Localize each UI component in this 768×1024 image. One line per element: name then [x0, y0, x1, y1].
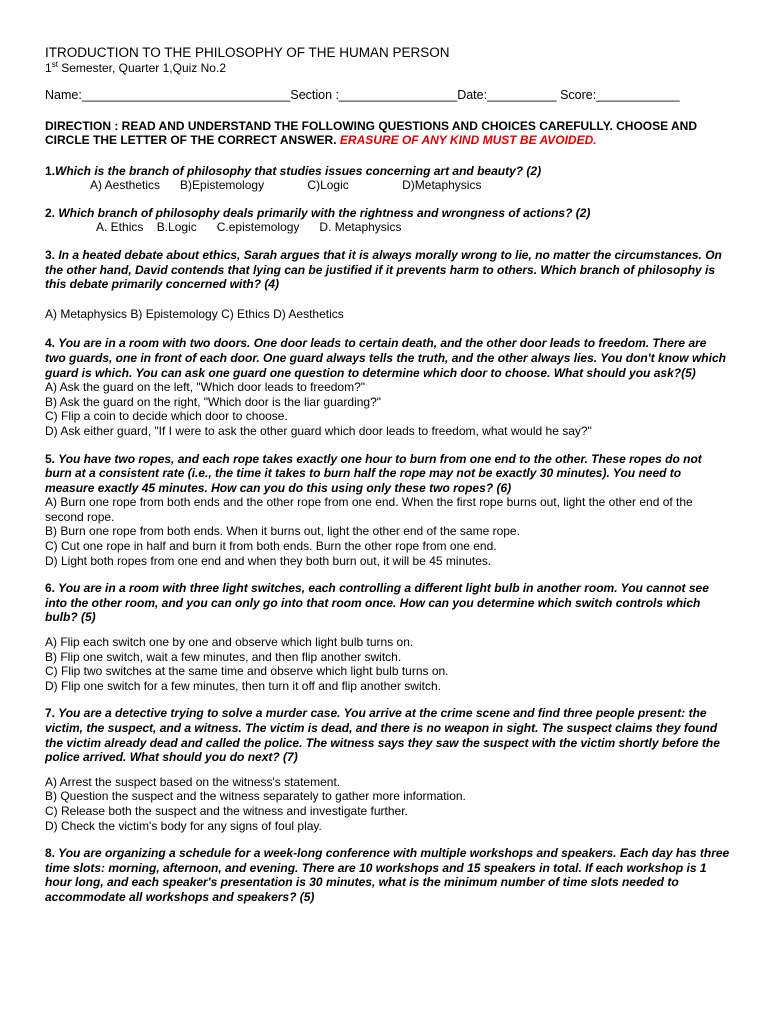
question-prompt: Which branch of philosophy deals primarily with the rightness and wrongness of actions? (2)	[55, 205, 591, 220]
question-5-text	[45, 452, 730, 496]
choice-d: D) Check the victim's body for any signs of foul play.	[45, 818, 322, 833]
choice-c: C) Flip two switches at the same time and observe which light bulb turns on.	[45, 664, 449, 679]
question-number: 5.	[45, 451, 56, 466]
question-3-choices: A) Metaphysics B) Epistemology C) Ethics D) Aesthetics	[45, 306, 344, 321]
choice-b: B) Flip one switch, wait a few minutes, and then flip another switch.	[45, 649, 402, 664]
erasure-warning: ERASURE OF ANY KIND MUST BE AVOIDED.	[339, 133, 597, 148]
subtitle-text: Semester, Quarter 1,Quiz No.2	[57, 61, 226, 75]
question-1	[45, 164, 730, 193]
choice-a: A) Arrest the suspect based on the witness's statement.	[45, 774, 341, 789]
subtitle-ordinal-suffix: st	[51, 60, 58, 69]
question-number: 3.	[45, 247, 56, 262]
choice-a: A) Ask the guard on the left, "Which door leads to freedom?"	[45, 380, 366, 395]
question-6-text	[45, 581, 730, 625]
question-prompt: You have two ropes, and each rope takes exactly one hour to burn from one end to the other. These ropes do not burn at a consistent rate (i.e., the time it takes to burn half the rope may not be exactly 30 minutes). You need to measure exactly 45 minutes. How can you do this using only these two ropes? (6)	[45, 451, 702, 495]
document-subtitle	[45, 61, 730, 76]
question-7	[45, 706, 730, 833]
question-3-text	[45, 248, 730, 292]
question-4-text	[45, 336, 730, 380]
choice-c: C) Flip a coin to decide which door to choose.	[45, 409, 288, 424]
subtitle-ordinal: 1	[45, 61, 52, 75]
question-2-choices: A. Ethics B.Logic C.epistemology D. Metaphysics	[90, 220, 402, 235]
question-number: 7.	[45, 706, 56, 721]
choice-b: B) Ask the guard on the right, "Which door is the liar guarding?"	[45, 394, 382, 409]
question-prompt: Which is the branch of philosophy that studies issues concerning art and beauty? (2)	[55, 163, 542, 178]
quiz-page	[45, 45, 730, 905]
question-prompt: You are in a room with three light switches, each controlling a different light bulb in another room. You cannot see into the other room, and you can only go into that room once. How can you determine which switch controls which bulb? (5)	[45, 581, 709, 625]
question-5	[45, 452, 730, 569]
question-7-text	[45, 706, 730, 764]
question-prompt: You are organizing a schedule for a week-long conference with multiple workshops and speakers. Each day has three time slots: morning, afternoon, and evening. There are 10 workshops and 15 speakers in total. If each workshop is 1 hour long, and each speaker's presentation is 30 minutes, what is the minimum number of time slots needed to accommodate all workshops and speakers? (5)	[45, 846, 730, 904]
direction-text: DIRECTION : READ AND UNDERSTAND THE FOLLOWING QUESTIONS AND CHOICES CAREFULLY. CHOOSE AND CIRCLE THE LETTER OF THE CORRECT ANSWER.	[45, 118, 698, 148]
choice-b: B) Burn one rope from both ends. When it burns out, light the other end of the same rope.	[45, 524, 520, 539]
question-8-text	[45, 846, 730, 904]
choice-a: A) Flip each switch one by one and observe which light bulb turns on.	[45, 635, 414, 650]
question-number: 1.	[45, 163, 56, 178]
question-6	[45, 581, 730, 693]
question-1-choices: A) Aesthetics B)Epistemology C)Logic D)Metaphysics	[90, 178, 482, 193]
choice-c: C) Cut one rope in half and burn it from both ends. Burn the other rope from one end.	[45, 539, 497, 554]
choice-d: D) Light both ropes from one end and when they both burn out, it will be 45 minutes.	[45, 553, 492, 568]
question-4	[45, 336, 730, 438]
question-1-text	[45, 164, 730, 179]
question-2-text	[45, 206, 730, 221]
choice-a: A) Burn one rope from both ends and the other rope from one end. When the first rope burns out, light the other end of the second rope.	[45, 495, 693, 524]
choice-c: C) Release both the suspect and the witness and investigate further.	[45, 803, 408, 818]
student-info-fields: Name:______________________________Section :_________________Date:__________ Score:____________	[45, 88, 680, 102]
question-3	[45, 248, 730, 321]
question-number: 4.	[45, 336, 56, 351]
choice-d: D) Flip one switch for a few minutes, then turn it off and flip another switch.	[45, 678, 441, 693]
directions	[45, 119, 730, 148]
question-number: 8.	[45, 846, 56, 861]
choice-d: D) Ask either guard, "If I were to ask the other guard which door leads to freedom, what would he say?"	[45, 423, 592, 438]
question-number: 2.	[45, 205, 56, 220]
question-2	[45, 206, 730, 235]
question-8	[45, 846, 730, 904]
question-number: 6.	[45, 581, 56, 596]
question-prompt: In a heated debate about ethics, Sarah argues that it is always morally wrong to lie, no matter the circumstances. On the other hand, David contends that lying can be justified if it prevents harm to others. Which branch of philosophy is this debate primarily concerned with? (4)	[45, 247, 722, 292]
question-prompt: You are in a room with two doors. One door leads to certain death, and the other door leads to freedom. There are two guards, one in front of each door. One guard always tells the truth, and the other always lies. You don't know which guard is which. You can ask one guard one question to determine which door to choose. What should you ask?(5)	[45, 336, 726, 380]
document-title: ITRODUCTION TO THE PHILOSOPHY OF THE HUMAN PERSON	[45, 45, 450, 60]
question-prompt: You are a detective trying to solve a murder case. You arrive at the crime scene and find three people present: the victim, the suspect, and a witness. The victim is dead, and there is no weapon in sight. The suspect claims they found the victim already dead and called the police. The witness says they saw the suspect with the victim shortly before the police arrived. What should you do next? (7)	[45, 706, 720, 765]
choice-b: B) Question the suspect and the witness separately to gather more information.	[45, 789, 466, 804]
